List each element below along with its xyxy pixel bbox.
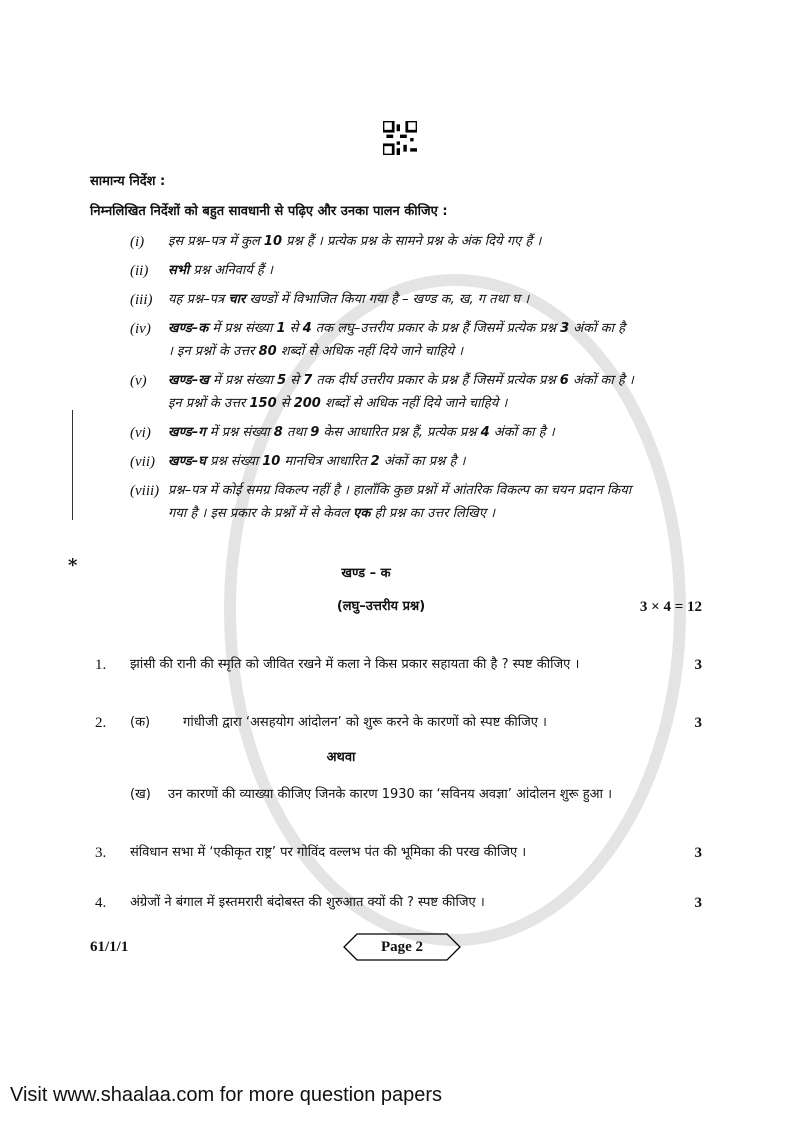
- instruction-segment: तक लघु–उत्तरीय प्रकार के प्रश्न हैं जिसमें प्रत्येक प्रश्न: [311, 321, 561, 336]
- instruction-segment: में प्रश्न संख्या: [205, 425, 274, 440]
- instruction-segment: 5: [277, 373, 287, 388]
- instruction-text: [168, 394, 702, 414]
- question-1: [90, 655, 702, 675]
- instruction-segment: एक: [353, 506, 371, 521]
- instruction-segment: प्रश्न–पत्र में कोई समग्र विकल्प नहीं है । हालाँकि कुछ प्रश्नों में आंतरिक विकल्प का चयन प्रदान किया: [168, 483, 632, 498]
- question-text: झांसी की रानी की स्मृति को जीवित रखने में कला ने किस प्रकार सहायता की है ? स्पष्ट कीजिए ।: [130, 657, 580, 672]
- question-2-alternative: [90, 785, 702, 805]
- instruction-label: (ii): [130, 263, 149, 279]
- instruction-segment: अंकों का है ।: [568, 373, 634, 388]
- instruction-label: (iii): [130, 292, 153, 308]
- section-title: खण्ड – क: [341, 566, 391, 581]
- instruction-text: [168, 504, 702, 524]
- instruction-item: [90, 232, 702, 252]
- question-number: 2.: [95, 715, 107, 731]
- instruction-item: [90, 261, 702, 281]
- question-number: 1.: [95, 657, 107, 673]
- instruction-segment: 200: [293, 396, 321, 411]
- question-text: गांधीजी द्वारा ‘असहयोग आंदोलन’ को शुरू करने के कारणों को स्पष्ट कीजिए ।: [183, 715, 547, 730]
- instruction-segment: शब्दों से अधिक नहीं दिये जाने चाहिये ।: [320, 396, 508, 411]
- instruction-segment: खण्ड–क: [168, 321, 209, 336]
- instruction-segment: यह प्रश्न–पत्र: [168, 292, 229, 307]
- instruction-segment: प्रश्न हैं । प्रत्येक प्रश्न के सामने प्रश्न के अंक दिये गए हैं ।: [282, 234, 542, 249]
- instructions-list: [90, 232, 702, 524]
- instruction-segment: 80: [258, 344, 277, 359]
- question-text: अंग्रेजों ने बंगाल में इस्तमरारी बंदोबस्त की शुरुआत क्यों की ? स्पष्ट कीजिए ।: [130, 895, 485, 910]
- instruction-segment: 10: [262, 454, 281, 469]
- instruction-segment: खण्ड–ख: [168, 373, 209, 388]
- instruction-segment: । इन प्रश्नों के उत्तर: [168, 344, 259, 359]
- page-content: [90, 172, 702, 961]
- margin-star: *: [68, 555, 78, 576]
- instruction-segment: मानचित्र आधारित: [280, 454, 371, 469]
- instruction-segment: 4: [480, 425, 490, 440]
- instruction-item: [90, 423, 702, 443]
- section-marks: 3 × 4 = 12: [639, 599, 702, 615]
- instruction-segment: खण्ड–ग: [168, 425, 206, 440]
- instruction-text: [168, 319, 702, 339]
- instruction-segment: चार: [228, 292, 246, 307]
- instruction-segment: में प्रश्न संख्या: [208, 373, 278, 388]
- instruction-segment: गया है । इस प्रकार के प्रश्नों में से केवल: [168, 506, 354, 521]
- question-marks: 3: [694, 895, 702, 911]
- instruction-segment: खण्डों में विभाजित किया गया है – खण्ड क, ख, ग तथा घ ।: [245, 292, 530, 307]
- or-label: अथवा: [326, 750, 356, 765]
- instruction-text: [168, 232, 702, 252]
- instruction-lines: [168, 261, 702, 281]
- instruction-label: (vii): [130, 454, 155, 470]
- instruction-label: (i): [130, 234, 145, 250]
- instruction-item: [90, 319, 702, 362]
- page-number: Page 2: [380, 939, 424, 955]
- question-alt-text: उन कारणों की व्याख्या कीजिए जिनके कारण 1930 का ‘सविनय अवज्ञा’ आंदोलन शुरू हुआ ।: [168, 787, 613, 802]
- instruction-segment: 9: [310, 425, 320, 440]
- instruction-segment: अंकों का है ।: [489, 425, 555, 440]
- instruction-segment: अंकों का है: [569, 321, 626, 336]
- margin-line: [72, 410, 73, 520]
- instruction-text: [168, 423, 702, 443]
- question-marks: 3: [694, 657, 702, 673]
- instruction-text: [168, 261, 702, 281]
- instruction-segment: से: [276, 396, 294, 411]
- instruction-segment: खण्ड–घ: [168, 454, 206, 469]
- instruction-segment: 3: [560, 321, 570, 336]
- instruction-lines: [168, 290, 702, 310]
- question-text: संविधान सभा में ‘एकीकृत राष्ट्र’ पर गोविंद वल्लभ पंत की भूमिका की परख कीजिए ।: [130, 845, 527, 860]
- question-marks: 3: [694, 715, 702, 731]
- instruction-segment: 7: [303, 373, 313, 388]
- footer-row: [90, 933, 702, 961]
- instruction-lines: [168, 481, 702, 524]
- instruction-item: [90, 290, 702, 310]
- instruction-segment: प्रश्न संख्या: [205, 454, 263, 469]
- instruction-text: [168, 481, 702, 501]
- instruction-segment: 6: [559, 373, 569, 388]
- instruction-item: [90, 371, 702, 414]
- instruction-segment: में प्रश्न संख्या: [208, 321, 277, 336]
- instruction-label: (iv): [130, 321, 151, 337]
- instruction-lines: [168, 423, 702, 443]
- instruction-label: (vi): [130, 425, 151, 441]
- instruction-segment: प्रश्न अनिवार्य हैं ।: [189, 263, 273, 278]
- instruction-segment: 4: [302, 321, 312, 336]
- instruction-lines: [168, 319, 702, 362]
- visit-footer: Visit www.shaalaa.com for more question papers: [10, 1084, 443, 1106]
- qr-code: [383, 121, 417, 155]
- instruction-item: [90, 481, 702, 524]
- instruction-segment: तक दीर्घ उत्तरीय प्रकार के प्रश्न हैं जिसमें प्रत्येक प्रश्न: [312, 373, 560, 388]
- instructions-subheading: निम्नलिखित निर्देशों को बहुत सावधानी से पढ़िए और उनका पालन कीजिए :: [90, 204, 448, 219]
- instruction-text: [168, 371, 702, 391]
- instruction-segment: इस प्रश्न–पत्र में कुल: [168, 234, 264, 249]
- instruction-segment: इन प्रश्नों के उत्तर: [168, 396, 250, 411]
- section-subtitle: (लघु–उत्तरीय प्रश्न): [336, 599, 426, 614]
- instruction-lines: [168, 452, 702, 472]
- paper-code: 61/1/1: [90, 939, 129, 955]
- instruction-segment: अंकों का प्रश्न है ।: [379, 454, 466, 469]
- instruction-text: [168, 452, 702, 472]
- question-2: [90, 713, 702, 733]
- instruction-text: [168, 342, 702, 362]
- general-instructions-heading: सामान्य निर्देश :: [90, 174, 166, 189]
- instruction-segment: से: [285, 321, 303, 336]
- instruction-lines: [168, 232, 702, 252]
- instruction-segment: केस आधारित प्रश्न हैं, प्रत्येक प्रश्न: [319, 425, 481, 440]
- instruction-item: [90, 452, 702, 472]
- instruction-segment: 8: [273, 425, 283, 440]
- instruction-label: (v): [130, 373, 147, 389]
- question-number: 4.: [95, 895, 107, 911]
- instruction-segment: 2: [370, 454, 380, 469]
- instruction-segment: सभी: [168, 263, 190, 278]
- section-row: [90, 597, 702, 617]
- instruction-segment: 10: [263, 234, 283, 249]
- question-marks: 3: [694, 845, 702, 861]
- question-3: [90, 843, 702, 863]
- instruction-segment: 150: [249, 396, 277, 411]
- instruction-segment: से: [286, 373, 304, 388]
- instruction-segment: शब्दों से अधिक नहीं दिये जाने चाहिये ।: [276, 344, 464, 359]
- question-number: 3.: [95, 845, 107, 861]
- instruction-label: (viii): [130, 483, 160, 499]
- question-sub-label: (ख): [130, 787, 151, 802]
- question-sub-label: (क): [130, 715, 151, 730]
- instruction-segment: तथा: [282, 425, 311, 440]
- instruction-segment: 1: [276, 321, 286, 336]
- question-4: [90, 893, 702, 913]
- instruction-lines: [168, 371, 702, 414]
- instruction-segment: ही प्रश्न का उत्तर लिखिए ।: [370, 506, 496, 521]
- instruction-text: [168, 290, 702, 310]
